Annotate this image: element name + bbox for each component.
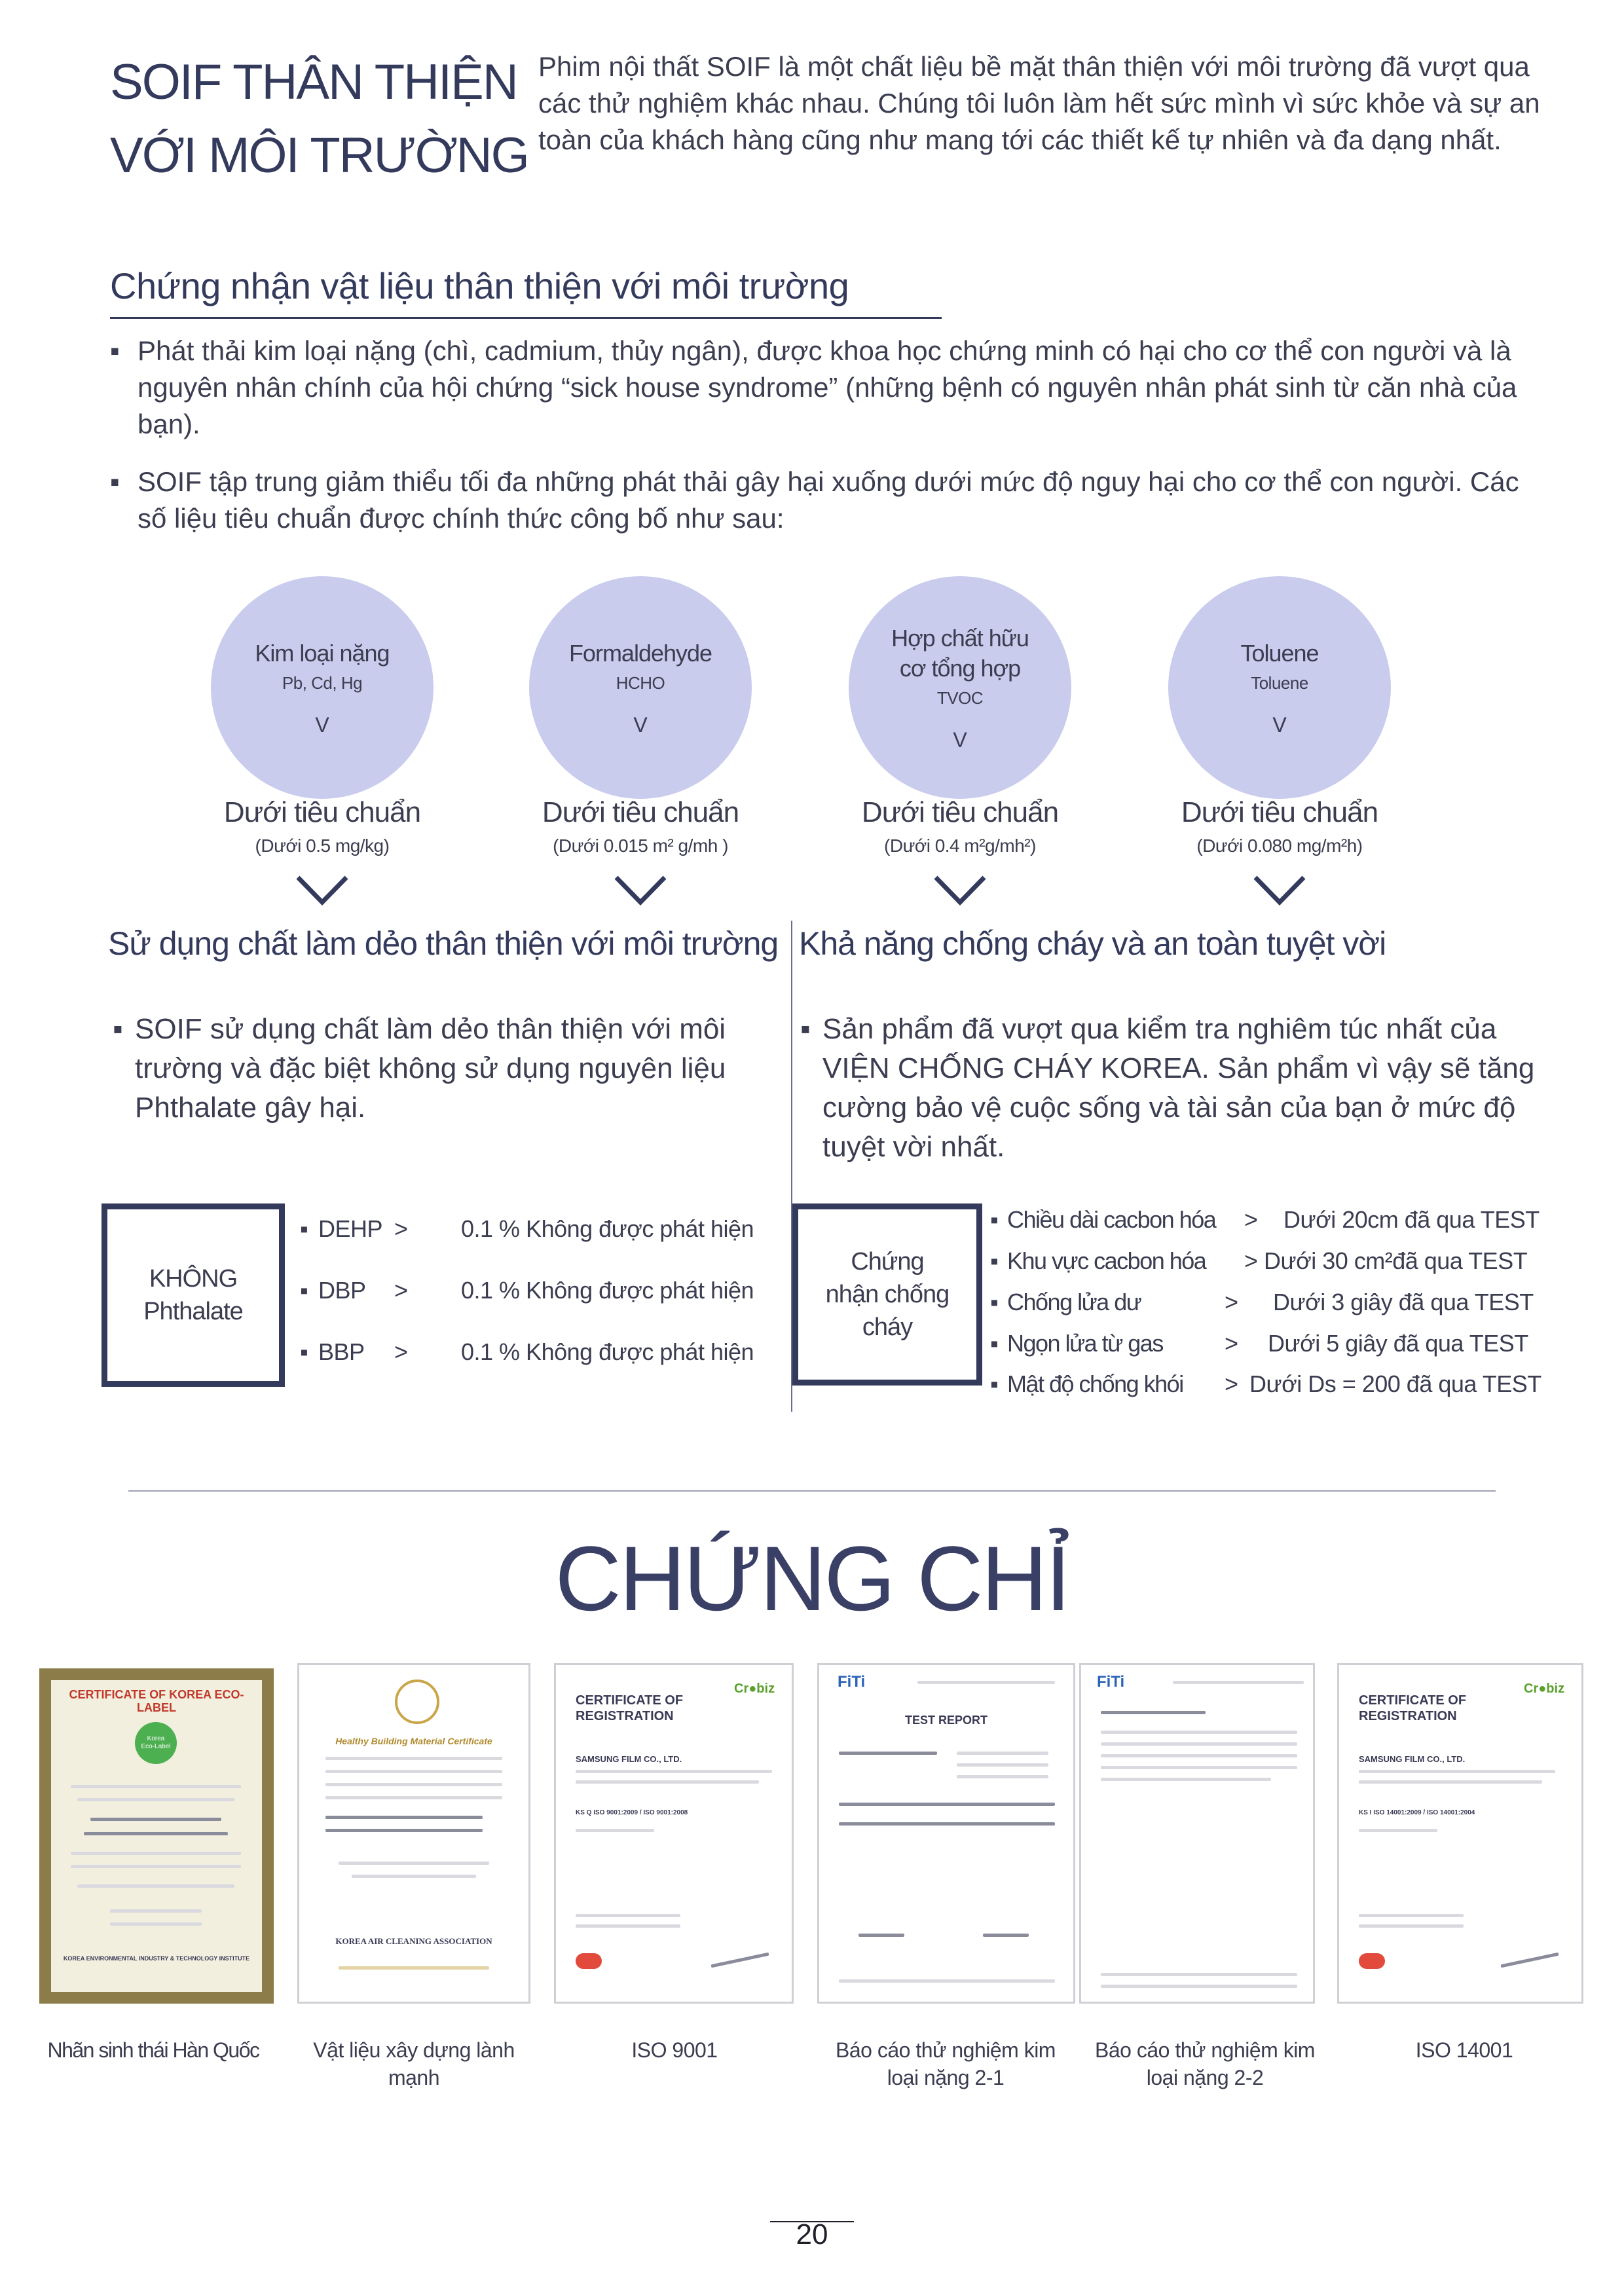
placeholder-line xyxy=(1359,1829,1437,1832)
eco-bullet-1 xyxy=(110,333,1538,443)
signature-icon xyxy=(1500,1953,1559,1968)
standard-limit: (Dưới 0.5 mg/kg) xyxy=(255,835,390,856)
phthalate-arrow: > xyxy=(394,1215,408,1242)
standard-limit: (Dưới 0.4 m²g/mh²) xyxy=(884,835,1036,856)
bullet-icon: ▪ xyxy=(990,1289,999,1315)
fiti-logo: FiTi xyxy=(1097,1673,1125,1691)
placeholder-line xyxy=(90,1818,221,1821)
standard-result xyxy=(172,796,473,856)
standard-name: Formaldehyde xyxy=(568,639,712,667)
phthalate-arrow: > xyxy=(394,1277,408,1304)
certificate-company: SAMSUNG FILM CO., LTD. xyxy=(1359,1754,1466,1764)
fire-result: Dưới 30 cm²đã qua TEST xyxy=(1264,1247,1528,1274)
placeholder-line xyxy=(110,1909,202,1913)
certificate-test-report-2 xyxy=(1079,1663,1315,2004)
bullet-icon: ▪ xyxy=(990,1370,999,1397)
standard-circle-formaldehyde xyxy=(529,576,752,799)
placeholder-line xyxy=(1101,1778,1271,1781)
placeholder-line xyxy=(325,1796,502,1799)
no-phthalate-box xyxy=(101,1203,285,1387)
certificate-org: KOREA AIR CLEANING ASSOCIATION xyxy=(335,1936,492,1946)
placeholder-line xyxy=(957,1752,1048,1755)
standard-limit: (Dưới 0.015 m² g/mh ) xyxy=(553,835,728,856)
placeholder-line xyxy=(84,1832,228,1835)
bullet-icon: ▪ xyxy=(300,1277,308,1304)
placeholder-line xyxy=(77,1798,234,1801)
certificate-iso-9001 xyxy=(554,1663,794,2004)
placeholder-line xyxy=(1101,1985,1297,1988)
standard-circle-tvoc xyxy=(849,576,1071,799)
eco-label-logo-icon xyxy=(135,1722,177,1764)
placeholder-line xyxy=(957,1775,1048,1778)
placeholder-line xyxy=(576,1780,759,1784)
fire-certified-box xyxy=(792,1203,982,1386)
placeholder-line xyxy=(325,1783,502,1786)
certificate-label: Báo cáo thử nghiệm kim loại nặng 2-2 xyxy=(1095,2038,1315,2089)
placeholder-line xyxy=(1359,1770,1555,1773)
placeholder-line xyxy=(110,1922,202,1926)
bullet-icon: ▪ xyxy=(300,1215,308,1242)
bullet-icon: ▪ xyxy=(110,466,120,497)
standard-name: Kim loại nặng xyxy=(255,639,390,667)
eco-bullet-2 xyxy=(110,464,1538,537)
standard-sub: Pb, Cd, Hg xyxy=(282,672,363,693)
bullet-icon: ▪ xyxy=(113,1013,123,1045)
certificate-label: Nhãn sinh thái Hàn Quốc xyxy=(47,2038,259,2062)
placeholder-line xyxy=(1101,1731,1297,1734)
placeholder-line xyxy=(917,1681,1055,1684)
certificate-healthy-building xyxy=(297,1663,530,2004)
eco-bullet-text: SOIF tập trung giảm thiểu tối đa những phát thải gây hại xuống dưới mức độ nguy hại cho cơ thể con người. Các số liệu tiêu chuẩn được chính thức công bố như sau: xyxy=(138,466,1519,534)
certificate-label: Báo cáo thử nghiệm kim loại nặng 2-1 xyxy=(836,2038,1056,2089)
fire-arrow: > xyxy=(1225,1289,1238,1315)
fire-text-body: Sản phẩm đã vượt qua kiểm tra nghiêm túc nhất của VIỆN CHỐNG CHÁY KOREA. Sản phẩm vì vậy sẽ tăng cường bảo vệ cuộc sống và tài sản của bạn ở mức độ tuyệt vời nhất. xyxy=(822,1013,1535,1163)
certificate-label: Vật liệu xây dựng lành mạnh xyxy=(313,2038,515,2089)
check-mark: V xyxy=(1272,712,1287,737)
certificates-title: CHỨNG CHỈ xyxy=(555,1527,1069,1630)
placeholder-line xyxy=(339,1966,489,1970)
placeholder-line xyxy=(957,1763,1048,1767)
fire-item: Mật độ chống khói xyxy=(1007,1370,1183,1397)
chevron-down-icon xyxy=(1250,871,1309,910)
intro-paragraph: Phim nội thất SOIF là một chất liệu bề mặt thân thiện với môi trường đã vượt qua các thử nghiệm khác nhau. Chúng tôi luôn làm hết sức mình vì sức khỏe và sự an toàn của khách hàng cũng như mang tới các thiết kế tự nhiên và đa dạng nhất. xyxy=(538,51,1540,155)
certificate-doc-title: CERTIFICATE OF REGISTRATION xyxy=(1359,1693,1467,1723)
certificate-standard: KS Q ISO 9001:2009 / ISO 9001:2008 xyxy=(576,1809,688,1816)
standard-circle-heavy-metal xyxy=(211,576,434,799)
fire-item: Ngọn lửa từ gas xyxy=(1007,1330,1163,1357)
eco-label-mark: Korea Eco-Label xyxy=(141,1735,171,1750)
placeholder-line xyxy=(839,1803,1055,1806)
eco-section-heading: Chứng nhận vật liệu thân thiện với môi trường xyxy=(110,265,849,306)
standard-status: Dưới tiêu chuẩn xyxy=(542,796,739,828)
certificate-company: SAMSUNG FILM CO., LTD. xyxy=(576,1754,682,1764)
phthalate-item: DEHP xyxy=(318,1215,383,1242)
eco-section-underline xyxy=(110,317,942,319)
phthalate-item: BBP xyxy=(318,1338,365,1365)
placeholder-line xyxy=(339,1862,489,1865)
fire-result: Dưới 5 giây đã qua TEST xyxy=(1268,1330,1528,1357)
placeholder-line xyxy=(71,1865,241,1868)
phthalate-result: 0.1 % Không được phát hiện xyxy=(461,1215,754,1242)
phthalate-result: 0.1 % Không được phát hiện xyxy=(461,1338,754,1365)
plasticizer-text xyxy=(113,1010,774,1128)
placeholder-line xyxy=(325,1816,483,1819)
standard-result xyxy=(490,796,791,856)
placeholder-line xyxy=(576,1829,654,1832)
check-mark: V xyxy=(633,712,648,737)
standard-sub: Toluene xyxy=(1251,672,1308,693)
check-mark: V xyxy=(953,727,967,752)
page-title-line-2: VỚI MÔI TRƯỜNG xyxy=(110,128,528,183)
certificate-standard: KS I ISO 14001:2009 / ISO 14001:2004 xyxy=(1359,1809,1475,1816)
eco-bullet-text: Phát thải kim loại nặng (chì, cadmium, thủy ngân), được khoa học chứng minh có hại cho cơ thể con người và là nguyên nhân chính của hội chứng “sick house syndrome” (những bệnh có nguyên nhân phát sinh từ căn nhà của bạn). xyxy=(138,335,1517,439)
fire-arrow: > xyxy=(1244,1206,1258,1233)
fire-item: Chiều dài cacbon hóa xyxy=(1007,1206,1216,1233)
fire-item: Chống lửa dư xyxy=(1007,1289,1141,1315)
fiti-logo: FiTi xyxy=(838,1673,866,1691)
placeholder-line xyxy=(839,1979,1055,1983)
placeholder-line xyxy=(325,1770,502,1773)
chevron-down-icon xyxy=(931,871,989,910)
certificate-eco-label xyxy=(39,1668,274,2004)
phthalate-result: 0.1 % Không được phát hiện xyxy=(461,1277,754,1304)
placeholder-line xyxy=(1101,1711,1206,1714)
bullet-icon: ▪ xyxy=(800,1013,811,1045)
fire-arrow: > xyxy=(1225,1370,1238,1397)
certificate-org: KOREA ENVIRONMENTAL INDUSTRY & TECHNOLOGY INSTITUTE xyxy=(63,1955,250,1962)
placeholder-line xyxy=(839,1822,1055,1826)
seal-icon xyxy=(395,1680,439,1724)
bullet-icon: ▪ xyxy=(990,1206,999,1233)
placeholder-line xyxy=(576,1914,680,1917)
placeholder-line xyxy=(576,1770,772,1773)
certificate-doc-title: CERTIFICATE OF REGISTRATION xyxy=(576,1693,684,1723)
bullet-icon: ▪ xyxy=(990,1247,999,1274)
page-number: 20 xyxy=(796,2218,828,2250)
check-mark: V xyxy=(315,712,329,737)
standard-status: Dưới tiêu chuẩn xyxy=(1181,796,1378,828)
page-title-line-1: SOIF THÂN THIỆN xyxy=(110,54,517,110)
signature-icon xyxy=(983,1934,1029,1937)
placeholder-line xyxy=(352,1875,476,1878)
accreditation-logo-icon xyxy=(576,1953,602,1969)
certificate-test-report-1 xyxy=(817,1663,1075,2004)
placeholder-line xyxy=(71,1785,241,1788)
plasticizer-text-body: SOIF sử dụng chất làm dẻo thân thiện với môi trường và đặc biệt không sử dụng nguyên liệu Phthalate gây hại. xyxy=(135,1013,726,1124)
standard-result xyxy=(809,796,1111,856)
chevron-down-icon xyxy=(293,871,352,910)
standard-status: Dưới tiêu chuẩn xyxy=(861,796,1059,828)
bullet-icon: ▪ xyxy=(300,1338,308,1365)
placeholder-line xyxy=(325,1757,502,1760)
placeholder-line xyxy=(839,1752,937,1755)
standard-name: Hợp chất hữu cơ tổng hợp xyxy=(891,624,1029,682)
fire-text xyxy=(800,1010,1538,1167)
placeholder-line xyxy=(1101,1742,1297,1746)
crebiz-logo: Cr●biz xyxy=(734,1681,775,1696)
placeholder-line xyxy=(1359,1924,1464,1928)
no-phthalate-label: KHÔNG Phthalate xyxy=(143,1265,243,1325)
crebiz-logo: Cr●biz xyxy=(1524,1681,1565,1696)
standard-sub: HCHO xyxy=(616,672,665,693)
standard-status: Dưới tiêu chuẩn xyxy=(223,796,421,828)
certificate-iso-14001 xyxy=(1337,1663,1583,2004)
certificate-paper xyxy=(51,1680,262,1992)
placeholder-line xyxy=(1101,1973,1297,1976)
chevron-down-icon xyxy=(611,871,670,910)
certificate-doc-title: CERTIFICATE OF KOREA ECO- LABEL xyxy=(69,1688,244,1714)
phthalate-arrow: > xyxy=(394,1338,408,1365)
fire-result: Dưới 20cm đã qua TEST xyxy=(1283,1206,1540,1233)
standard-name: Toluene xyxy=(1240,639,1319,667)
standard-sub: TVOC xyxy=(936,688,984,708)
page-title xyxy=(110,46,529,193)
bullet-icon: ▪ xyxy=(990,1330,999,1357)
accreditation-logo-icon xyxy=(1359,1953,1385,1969)
certificate-doc-title: TEST REPORT xyxy=(904,1714,987,1727)
placeholder-line xyxy=(1173,1681,1304,1684)
certificate-label: ISO 9001 xyxy=(631,2038,718,2062)
placeholder-line xyxy=(1359,1780,1542,1784)
fire-result: Dưới Ds = 200 đã qua TEST xyxy=(1249,1370,1541,1397)
phthalate-item: DBP xyxy=(318,1277,366,1304)
placeholder-line xyxy=(71,1852,241,1855)
standard-circle-toluene xyxy=(1168,576,1391,799)
signature-icon xyxy=(858,1934,904,1937)
standard-result xyxy=(1129,796,1430,856)
placeholder-line xyxy=(77,1884,234,1888)
standard-limit: (Dưới 0.080 mg/m²h) xyxy=(1196,835,1363,856)
placeholder-line xyxy=(1101,1754,1297,1757)
certificate-label: ISO 14001 xyxy=(1415,2038,1513,2062)
placeholder-line xyxy=(1359,1914,1464,1917)
placeholder-line xyxy=(325,1829,483,1832)
fire-result: Dưới 3 giây đã qua TEST xyxy=(1273,1289,1534,1315)
fire-heading: Khả năng chống cháy và an toàn tuyệt vời xyxy=(799,925,1386,962)
fire-arrow: > xyxy=(1225,1330,1238,1357)
signature-icon xyxy=(710,1953,769,1968)
placeholder-line xyxy=(1101,1766,1297,1769)
placeholder-line xyxy=(576,1924,680,1928)
section-divider xyxy=(128,1490,1496,1492)
bullet-icon: ▪ xyxy=(110,335,120,366)
plasticizer-heading: Sử dụng chất làm dẻo thân thiện với môi trường xyxy=(108,925,779,962)
fire-certified-label: Chứng nhận chống cháy xyxy=(825,1248,950,1341)
fire-item: Khu vực cacbon hóa xyxy=(1007,1247,1206,1274)
fire-arrow: > xyxy=(1244,1247,1258,1274)
certificate-doc-title: Healthy Building Material Certificate xyxy=(335,1736,492,1746)
